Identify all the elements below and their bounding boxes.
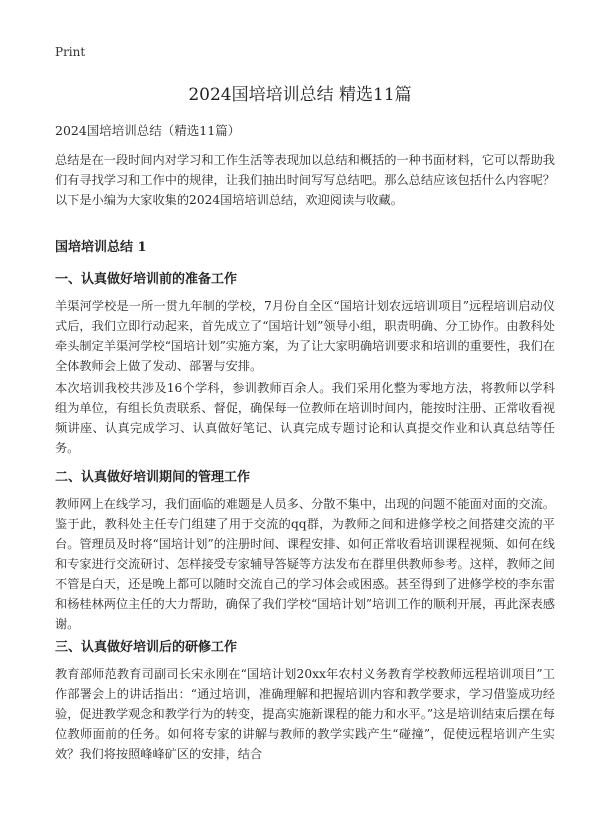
page-title: 2024国培培训总结 精选11篇 xyxy=(188,85,412,105)
part1-paragraph-1: 羊渠河学校是一所一贯九年制的学校，7月份自全区“国培计划农远培训项目”远程培训启动仪式后，我们立即行动起来，首先成立了“国培计划”领导小组，职责明确、分工协作。由教科处牵头制定羊渠河学校“国培计划”实施方案，为了让大家明确培训要求和培训的重要性，我们在全体教师会上做了发动、部署与安排。 xyxy=(55,299,555,373)
intro-paragraph: 总结是在一段时间内对学习和工作生活等表现加以总结和概括的一种书面材料，它可以帮助我们有寻找学习和工作中的规律，让我们抽出时间写写总结吧。那么总结应该包括什么内容呢？以下是小编为大家收集的2024国培培训总结，欢迎阅读与收藏。 xyxy=(55,153,555,207)
part1-paragraph-2: 本次培训我校共涉及16个学科，参训教师百余人。我们采用化整为零地方法，将教师以学科组为单位，有组长负责联系、督促，确保每一位教师在培训时间内，能按时注册、正常收看视频讲座、认真完成学习、认真做好笔记、认真完成专题讨论和认真提交作业和认真总结等任务。 xyxy=(55,381,555,455)
part1-heading: 一、认真做好培训前的准备工作 xyxy=(55,272,238,287)
part3-paragraph-1: 教育部师范教育司副司长宋永刚在“国培计划20xx年农村义务教育学校教师远程培训项目”工作部署会上的讲话指出：“通过培训，准确理解和把握培训内容和教学要求，学习借鉴成功经验，促进教学观念和教学行为的转变，提高实施新课程的能力和水平。”这是培训结束后摆在每位教师面前的任务。如何将专家的讲解与教师的教学实践产生“碰撞”，促使远程培训产生实效？我们将按照峰峰矿区的安排，结合 xyxy=(55,667,555,761)
part2-paragraph-1: 教师网上在线学习，我们面临的难题是人员多、分散不集中，出现的问题不能面对面的交流。鉴于此，教科处主任专门组建了用于交流的qq群，为教师之间和进修学校之间搭建交流的平台。管理员及时将“国培计划”的注册时间、课程安排、如何正常收看培训课程视频、如何在线和专家进行交流研讨、怎样接受专家辅导答疑等方法发布在群里供教师参考。这样，教师之间不管是白天，还是晚上都可以随时交流自己的学习体会或困惑。甚至得到了进修学校的李东雷和杨桂林两位主任的大力帮助，确保了我们学校“国培计划”培训工作的顺利开展，再此深表感谢。 xyxy=(55,497,555,631)
document-subtitle: 2024国培培训总结（精选11篇） xyxy=(55,123,241,138)
part2-heading: 二、认真做好培训期间的管理工作 xyxy=(55,470,251,485)
print-link[interactable]: Print xyxy=(55,45,86,59)
section-heading-1: 国培培训总结 1 xyxy=(55,240,147,255)
part3-heading: 三、认真做好培训后的研修工作 xyxy=(55,640,238,655)
